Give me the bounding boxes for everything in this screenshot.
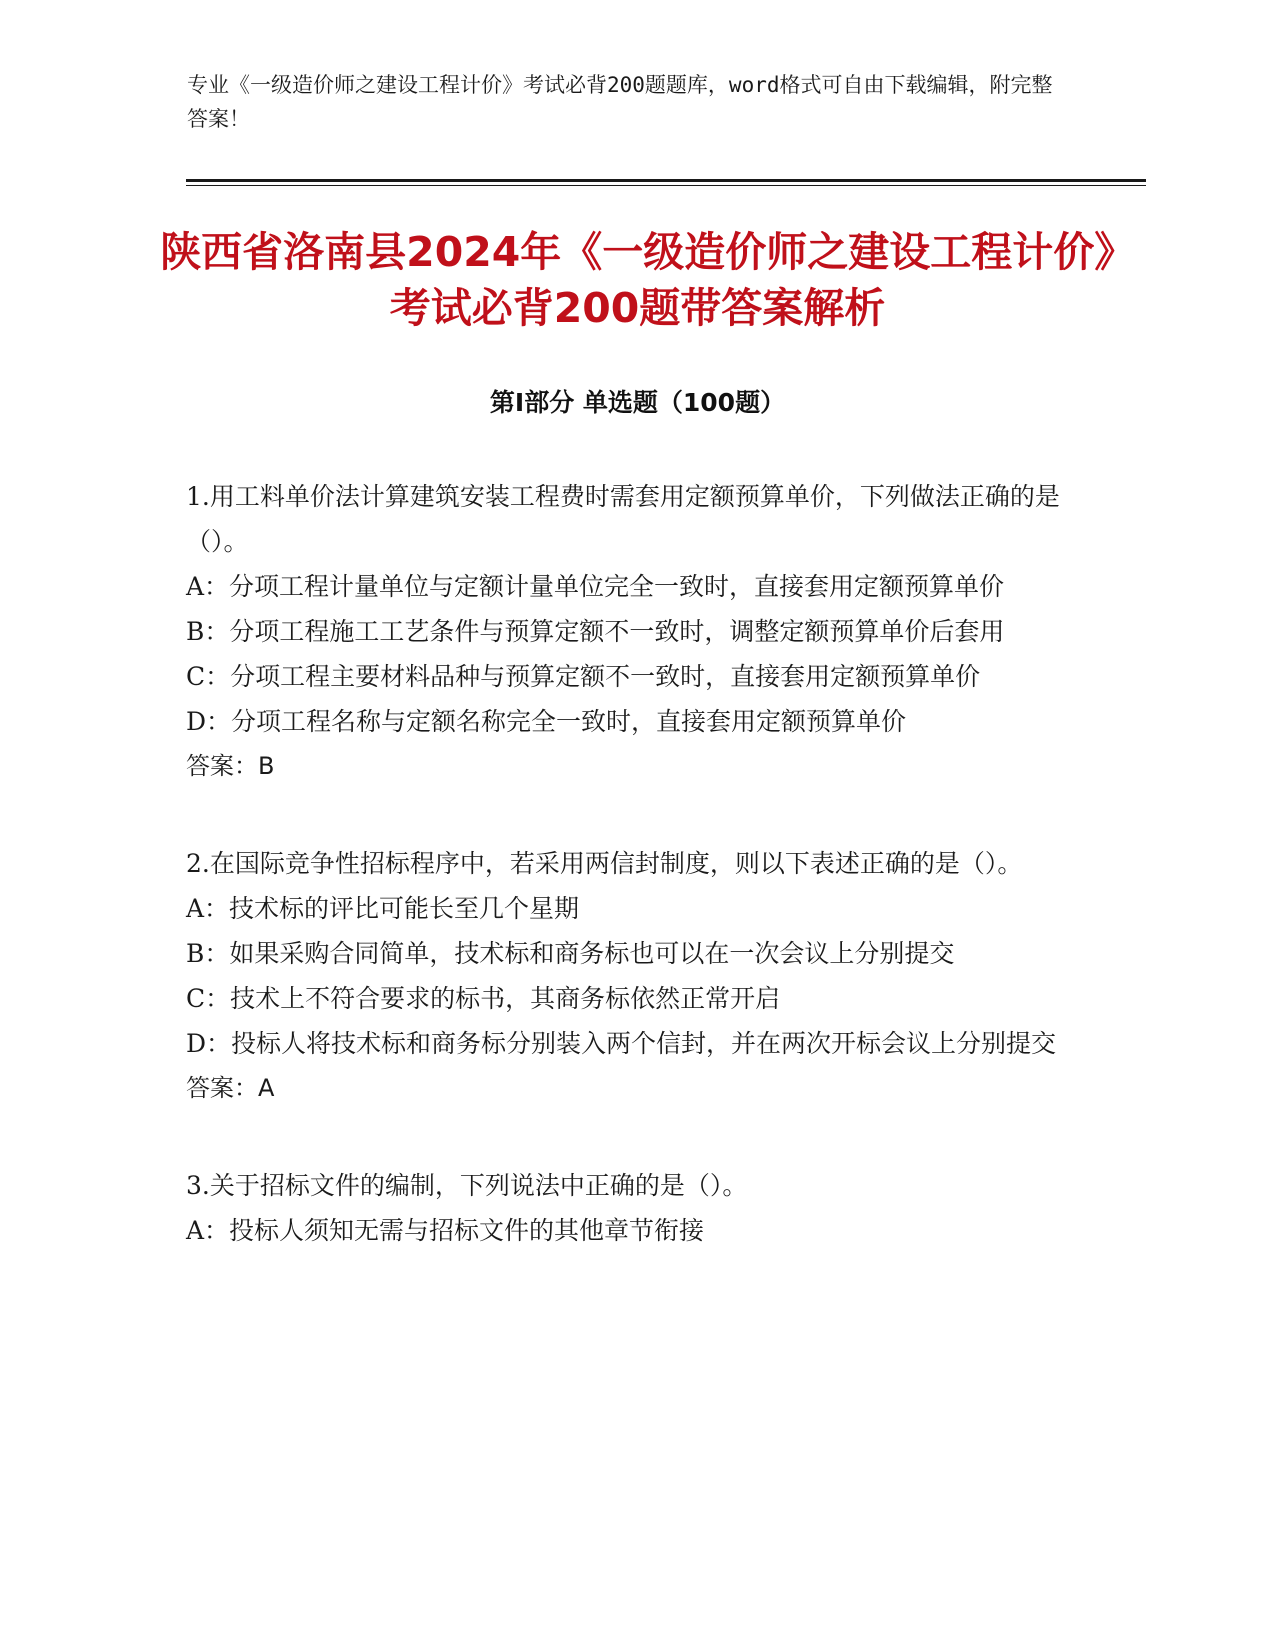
question-stem: 1.用工料单价法计算建筑安装工程费时需套用定额预算单价，下列做法正确的是（）。 (186, 482, 1060, 556)
question-option-b: B：分项工程施工工艺条件与预算定额不一致时，调整定额预算单价后套用 (186, 617, 1005, 646)
document-title: 陕西省洛南县2024年《一级造价师之建设工程计价》考试必背200题带答案解析 (160, 228, 1115, 332)
section-heading: 第Ⅰ部分 单选题（100题） (489, 388, 786, 417)
question-1 (186, 474, 1066, 789)
question-option-a: A：技术标的评比可能长至几个星期 (186, 894, 580, 923)
header-note: 专业《一级造价师之建设工程计价》考试必背200题题库，word格式可自由下载编辑，附完整答案！ (187, 73, 1053, 131)
question-option-c: C：技术上不符合要求的标书，其商务标依然正常开启 (186, 984, 781, 1013)
question-3 (186, 1163, 1066, 1253)
question-stem: 2.在国际竞争性招标程序中，若采用两信封制度，则以下表述正确的是（）。 (186, 849, 1023, 878)
header-divider-thin (186, 185, 1146, 186)
question-option-a: A：分项工程计量单位与定额计量单位完全一致时，直接套用定额预算单价 (186, 572, 1005, 601)
header-divider-thick (186, 179, 1146, 182)
question-2 (186, 841, 1066, 1111)
question-stem: 3.关于招标文件的编制，下列说法中正确的是（）。 (186, 1171, 748, 1200)
question-option-c: C：分项工程主要材料品种与预算定额不一致时，直接套用定额预算单价 (186, 662, 981, 691)
question-answer: 答案：B (186, 752, 275, 780)
question-list (186, 474, 1066, 1305)
question-option-d: D：投标人将技术标和商务标分别装入两个信封，并在两次开标会议上分别提交 (186, 1029, 1057, 1058)
question-option-b: B：如果采购合同简单，技术标和商务标也可以在一次会议上分别提交 (186, 939, 955, 968)
question-option-a: A：投标人须知无需与招标文件的其他章节衔接 (186, 1216, 705, 1245)
question-option-d: D：分项工程名称与定额名称完全一致时，直接套用定额预算单价 (186, 707, 907, 736)
question-answer: 答案：A (186, 1074, 275, 1102)
